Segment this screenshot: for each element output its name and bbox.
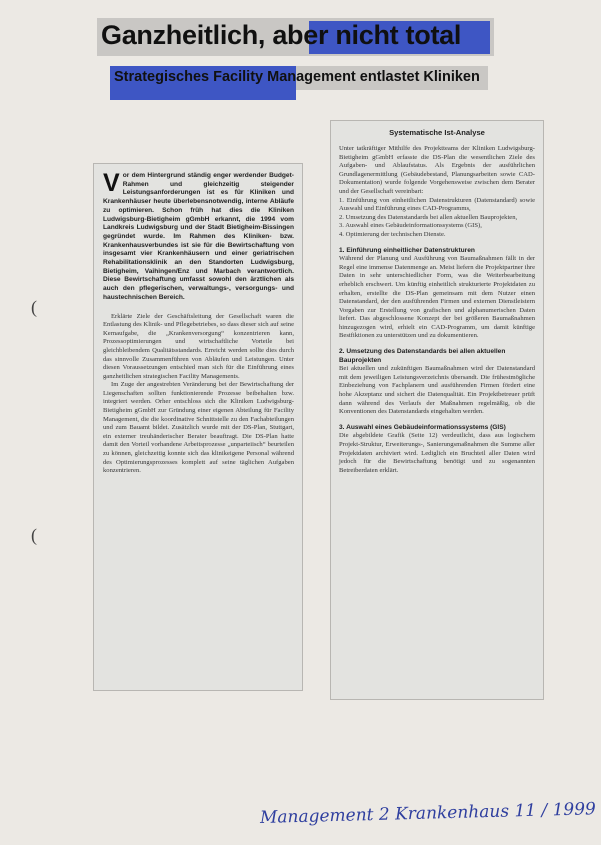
intro-paragraph: Unter tatkräftiger Mithilfe des Projektteams der Kliniken Ludwigsburg-Bietigheim gGmbH erfasste die DS-Plan die wesentlichen Ziele des Aufgaben- und Ablaufstatus. Als Ergebnis der ausführlichen Grundlagenermittlung (Gebäudebestand, Planungsarbeiten sowie CAD-Dokumentation) wurde folgende Vorgehensweise zwischen dem Berater und der Gesellschaft vereinbart: (339, 145, 535, 195)
list-item: 2. Umsetzung des Datenstandards bei allen aktuellen Bauprojekten, (339, 213, 518, 221)
drop-cap: V (103, 169, 120, 197)
list-item: 4. Optimierung der technischen Dienste. (339, 230, 446, 238)
body-paragraph: Im Zuge der angestrebten Veränderung bei der Bewirtschaftung der Liegenschaften sollten funktionierende Prozesse beibehalten bzw. integriert werden. Orher entschloss sich die Kliniken Ludwigsburg-Bietigheim gGmbH zur Gründung einer eigenen Abteilung für Facility Management, die die koordinative Schnittstelle zu den Fachabteilungen und zum Bauamt bildet. Zusätzlich wurde mit der DS-Plan, Stuttgart, ein externer treuhänderischer Berater beauftragt. Die DS-Plan hatte damit den Vorteil vorhandene Arbeitsprozesse „unparteiisch“ beurteilen zu können, gleichzeitig konnte sich das klinikeigene Personal während des Optimierungsprozesses komplett auf seine täglichen Aufgaben konzentrieren. (103, 381, 294, 475)
punch-hole-mark: ( (31, 297, 37, 317)
section-heading: 2. Umsetzung des Datenstandards bei allen aktuellen Bauprojekten (339, 348, 506, 364)
lead-text: or dem Hintergrund ständig enger werdender Budget-Rahmen und gleichzeitig steigender Leistungsanforderungen ist es für Kliniken und Krankenhäuser heute überlebensnotwendig, interne Abläufe zu optimieren. Schon früh hat dies die Kliniken Ludwigsburg-Bietigheim gGmbH erkannt, die 1994 vom Landkreis Ludwigsburg und der Stadt Bietigheim-Bissingen gegründet wurde. Im Rahmen des Kliniken- bzw. Krankenhausverbundes ist sie für die Bewirtschaftung von insgesamt vier Krankenhäusern und einer geriatrischen Rehabilitationsklinik an den Standorten Ludwigsburg, Bietigheim, Vaihingen/Enz und Marbach verantwortlich. Diese Bewirtschaftung umfasst sowohl den ärztlichen als auch den pflegerischen, verwaltungs-, versorgungs- und haustechnischen Bereich. (103, 172, 294, 301)
section-paragraph: Während der Planung und Ausführung von Baumaßnahmen fällt in der Regel eine immense Datenmenge an. Meist liefern die Projektpartner ihre Daten in sehr unterschiedlicher Form, was die Weiterbearbeitung erheblich erschwert. Um künftig einheitlich strukturierte Projektdaten zu erhalten, erstellte die DS-Plan gemeinsam mit dem Nutzer einen Datenstandard, der den ausführenden Firmen und externen Dienstleistern Vorgaben zur Erstellung von grafischen und alphanumerischen Daten liefert. Das abgeschlossene Konzept der bei größeren Baumaßnahmen hinzugezogen wird, erhielt ein CAD-Programm, um damit künftige Bestfiktionen zu unterstützen und zu dokumentieren. (339, 255, 535, 340)
list-item: 1. Einführung von einheitlichen Datenstrukturen (Datenstandard) sowie Auswahl und Einführung eines CAD-Programms, (339, 196, 535, 213)
handwritten-source-note: Management 2 Krankenhaus 11 / 1999 (259, 799, 597, 828)
section-paragraph: Die abgebildete Grafik (Seite 12) verdeutlicht, dass aus logischem Projekt-Struktur, Erweiterungs-, Sanierungsmaßnahmen die Summe aller Projektdaten archiviert wird. Lediglich ein Bruchteil aller Daten wird jedoch für die Bewirtschaftung benötigt und zu sogenannten Betreiberdaten erklärt. (339, 432, 535, 474)
subheadline-block (110, 66, 488, 90)
headline: Ganzheitlich, aber nicht total (101, 20, 462, 50)
headline-block (97, 18, 494, 56)
section-heading: 3. Auswahl eines Gebäudeinformationssystems (GIS) (339, 423, 506, 431)
box-title: Systematische Ist-Analyse (389, 128, 485, 137)
article-left-column (93, 163, 303, 691)
body-paragraph: Erklärte Ziele der Geschäftsleitung der Gesellschaft waren die Entlastung des Klinik- und Pflegebetriebes, so dass dieser sich auf seine Kernaufgabe, die „Krankenversorgung“ konzentrieren kann, Prozessoptimierungen und wirtschaftliche Vorteile bei gleichbleibendem Qualitätsstandards. Erreicht werden sollte dies durch das sinnvolle Zusammenführen von Abläufen und Leistungen. Unter diesen Voraussetzungen entschied man sich für die Einführung eines ganzheitlichen strategischen Facility Managements. (103, 312, 294, 380)
subheadline: Strategisches Facility Management entlastet Kliniken (114, 69, 480, 85)
punch-hole-mark: ( (31, 525, 37, 545)
list-item: 3. Auswahl eines Gebäudeinformationssystems (GIS), (339, 222, 482, 230)
section-paragraph: Bei aktuellen und zukünftigen Baumaßnahmen wird der Datenstandard mit dem jeweiligen Leistungsverzeichnis übersandt. Die frühestmögliche Einbeziehung von Fachplanern und ausführenden Firmen fördert eine hohe Akzeptanz und sichert die Datenqualität. Ein Projektbetreuer prüft dann während des Verlaufs der Maßnahmen regelmäßig, ob die Konventionen des Datenstandards eingehalten werden. (339, 365, 535, 416)
highlight-band-tail (110, 90, 296, 100)
section-heading: 1. Einführung einheitlicher Datenstrukturen (339, 246, 475, 254)
lead-paragraph (103, 169, 294, 303)
article-right-column (330, 120, 544, 700)
